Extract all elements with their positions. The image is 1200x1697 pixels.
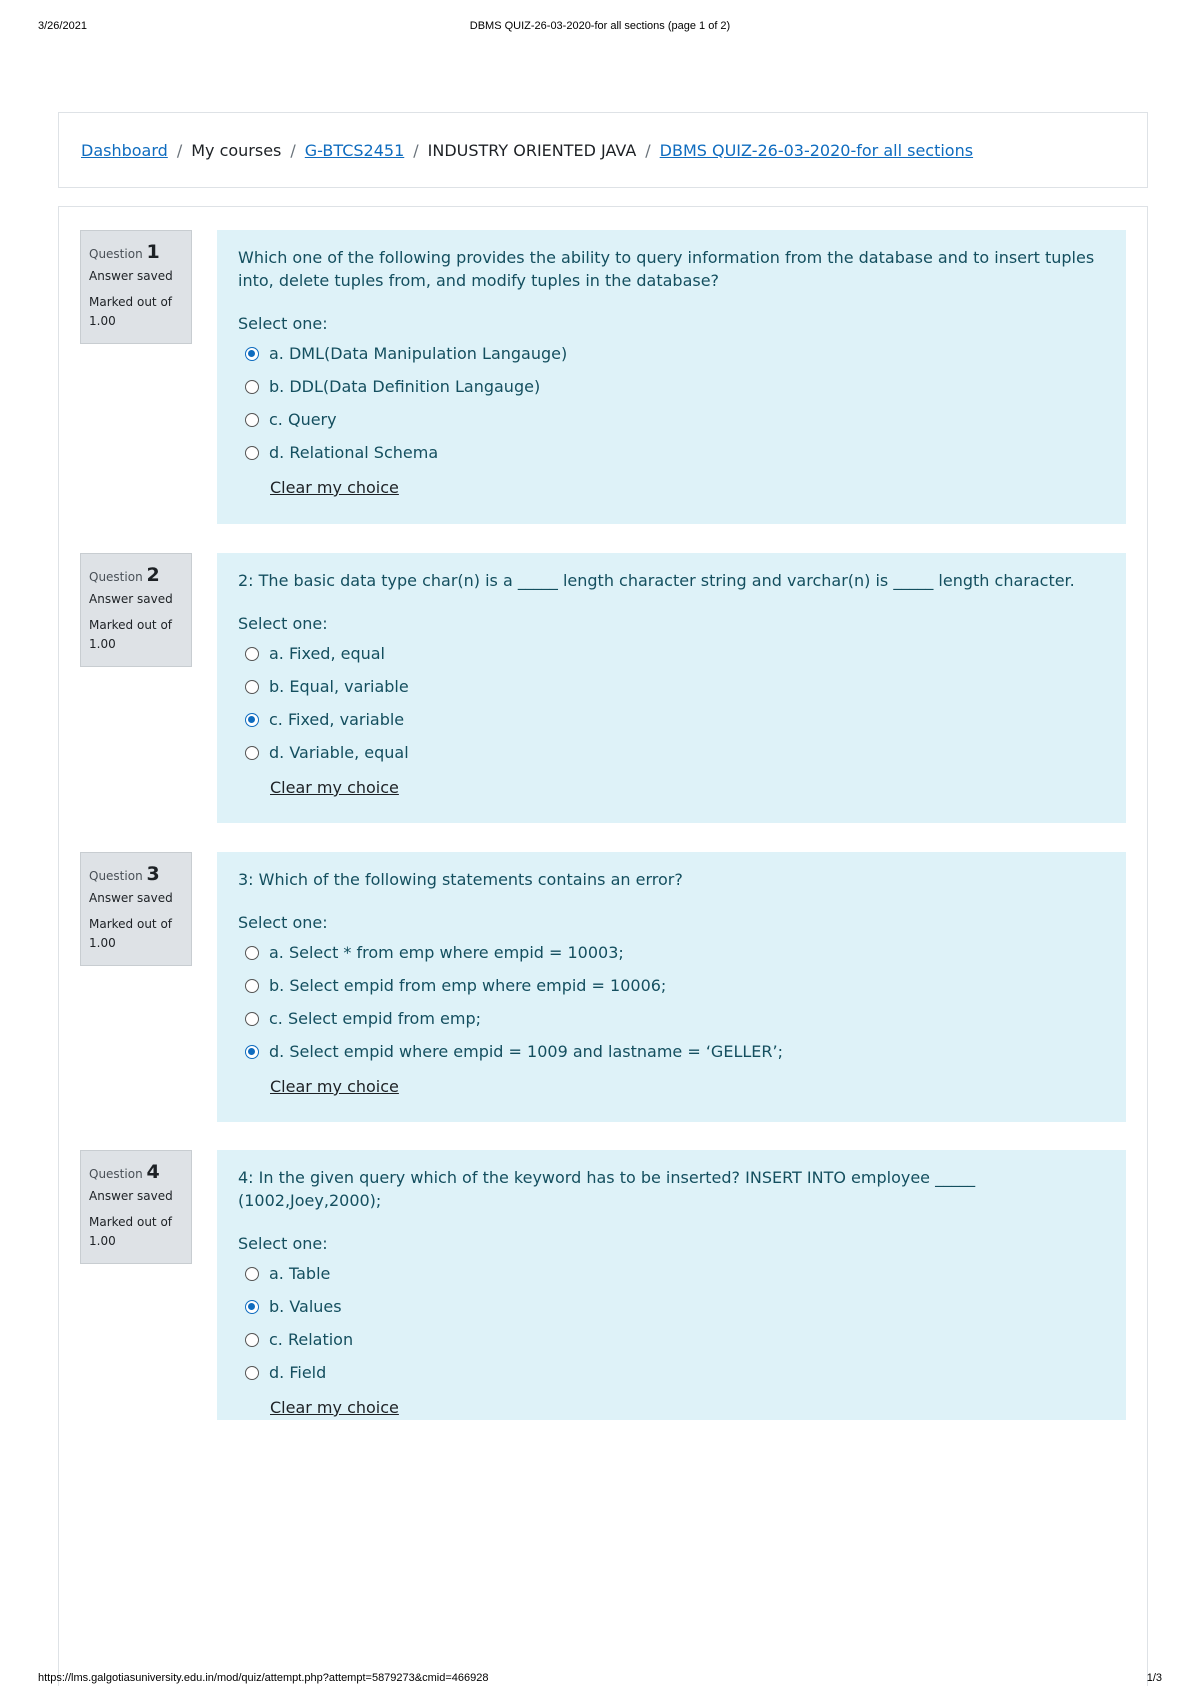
answer-option-d[interactable] — [238, 436, 1105, 469]
breadcrumb-separator: / — [176, 140, 183, 160]
breadcrumb-separator: / — [413, 140, 419, 160]
answer-label: d. Relational Schema — [269, 443, 439, 462]
clear-choice-link[interactable]: Clear my choice — [270, 778, 399, 797]
question-grade: Marked out of 1.00 — [89, 917, 173, 950]
breadcrumb-quiz-link[interactable]: DBMS QUIZ-26-03-2020-for all sections — [659, 140, 974, 160]
question-state: Answer saved — [89, 1189, 173, 1203]
question-content-4 — [217, 1150, 1126, 1420]
answer-option-c[interactable] — [238, 403, 1105, 436]
question-info-4 — [80, 1150, 192, 1264]
answer-option-b[interactable] — [238, 1290, 1105, 1323]
question-content-1 — [217, 230, 1126, 524]
question-number: 1 — [146, 241, 160, 263]
question-text: 4: In the given query which of the keyword has to be inserted? INSERT INTO employee _____ (1002,Joey,2000); — [238, 1168, 976, 1210]
answer-option-a[interactable] — [238, 637, 1105, 670]
print-doc-title: DBMS QUIZ-26-03-2020-for all sections (page 1 of 2) — [469, 20, 731, 32]
answer-label: c. Query — [269, 410, 337, 429]
answer-label: b. Select empid from emp where empid = 10006; — [269, 976, 667, 995]
clear-choice-link[interactable]: Clear my choice — [270, 478, 399, 497]
breadcrumb-my-courses: My courses — [191, 140, 282, 160]
clear-choice-link[interactable]: Clear my choice — [270, 1077, 399, 1096]
answer-option-c[interactable] — [238, 1323, 1105, 1356]
radio-button[interactable] — [245, 446, 259, 460]
answer-label: a. Table — [269, 1264, 331, 1283]
question-grade: Marked out of 1.00 — [89, 618, 173, 651]
answer-label: a. Select * from emp where empid = 10003; — [269, 943, 624, 962]
answer-label: c. Relation — [269, 1330, 354, 1349]
answer-options — [238, 637, 1105, 769]
question-content-2 — [217, 553, 1126, 823]
breadcrumb-dashboard-link[interactable]: Dashboard — [81, 140, 168, 160]
radio-button[interactable] — [245, 946, 259, 960]
answer-label: d. Field — [269, 1363, 327, 1382]
select-one-prompt: Select one: — [238, 314, 328, 333]
radio-button[interactable] — [245, 680, 259, 694]
answer-label: b. Equal, variable — [269, 677, 409, 696]
question-state: Answer saved — [89, 891, 173, 905]
radio-button-selected[interactable] — [245, 1300, 259, 1314]
question-number: 3 — [146, 863, 160, 885]
answer-option-c[interactable] — [238, 703, 1105, 736]
answer-label: a. DML(Data Manipulation Langauge) — [269, 344, 568, 363]
answer-label: b. Values — [269, 1297, 342, 1316]
answer-options — [238, 337, 1105, 469]
question-content-3 — [217, 852, 1126, 1122]
answer-option-d[interactable] — [238, 1035, 1105, 1068]
radio-button[interactable] — [245, 413, 259, 427]
question-number: 2 — [146, 564, 160, 586]
breadcrumb-separator: / — [290, 140, 296, 160]
radio-button-selected[interactable] — [245, 347, 259, 361]
select-one-prompt: Select one: — [238, 1234, 328, 1253]
clear-choice-link[interactable]: Clear my choice — [270, 1398, 399, 1417]
select-one-prompt: Select one: — [238, 614, 328, 633]
question-text: 2: The basic data type char(n) is a _____ length character string and varchar(n) is _____ length character. — [238, 571, 1075, 590]
print-url: https://lms.galgotiasuniversity.edu.in/mod/quiz/attempt.php?attempt=5879273&cmid=466928 — [38, 1672, 489, 1684]
answer-options — [238, 1257, 1105, 1389]
answer-option-d[interactable] — [238, 736, 1105, 769]
answer-option-c[interactable] — [238, 1002, 1105, 1035]
answer-option-a[interactable] — [238, 1257, 1105, 1290]
question-label: Question — [89, 869, 143, 883]
radio-button[interactable] — [245, 380, 259, 394]
question-grade: Marked out of 1.00 — [89, 1215, 173, 1248]
print-page-number: 1/3 — [1146, 1672, 1162, 1684]
question-info-3 — [80, 852, 192, 966]
radio-button-selected[interactable] — [245, 1045, 259, 1059]
select-one-prompt: Select one: — [238, 913, 328, 932]
answer-option-b[interactable] — [238, 969, 1105, 1002]
breadcrumb-separator: / — [645, 140, 651, 160]
question-info-2 — [80, 553, 192, 667]
question-state: Answer saved — [89, 269, 173, 283]
radio-button[interactable] — [245, 1012, 259, 1026]
question-info-1 — [80, 230, 192, 344]
breadcrumb — [58, 112, 1148, 188]
question-label: Question — [89, 1167, 143, 1181]
radio-button[interactable] — [245, 979, 259, 993]
breadcrumb-section: INDUSTRY ORIENTED JAVA — [427, 140, 637, 160]
answer-option-b[interactable] — [238, 370, 1105, 403]
question-text: 3: Which of the following statements contains an error? — [238, 870, 683, 889]
radio-button[interactable] — [245, 1267, 259, 1281]
question-label: Question — [89, 570, 143, 584]
answer-option-b[interactable] — [238, 670, 1105, 703]
answer-label: a. Fixed, equal — [269, 644, 385, 663]
breadcrumb-course-link[interactable]: G-BTCS2451 — [304, 140, 405, 160]
radio-button[interactable] — [245, 746, 259, 760]
question-label: Question — [89, 247, 143, 261]
answer-option-a[interactable] — [238, 337, 1105, 370]
answer-options — [238, 936, 1105, 1068]
print-date: 3/26/2021 — [38, 20, 87, 32]
answer-option-d[interactable] — [238, 1356, 1105, 1389]
radio-button[interactable] — [245, 647, 259, 661]
answer-label: c. Fixed, variable — [269, 710, 405, 729]
question-state: Answer saved — [89, 592, 173, 606]
question-text: Which one of the following provides the ability to query information from the database and to insert tuples into, delete tuples from, and modify tuples in the database? — [238, 248, 1095, 290]
radio-button[interactable] — [245, 1333, 259, 1347]
question-grade: Marked out of 1.00 — [89, 295, 173, 328]
answer-label: d. Select empid where empid = 1009 and lastname = ‘GELLER’; — [269, 1042, 783, 1061]
answer-label: c. Select empid from emp; — [269, 1009, 481, 1028]
radio-button[interactable] — [245, 1366, 259, 1380]
question-number: 4 — [146, 1161, 160, 1183]
answer-label: b. DDL(Data Definition Langauge) — [269, 377, 541, 396]
answer-label: d. Variable, equal — [269, 743, 409, 762]
radio-button-selected[interactable] — [245, 713, 259, 727]
answer-option-a[interactable] — [238, 936, 1105, 969]
